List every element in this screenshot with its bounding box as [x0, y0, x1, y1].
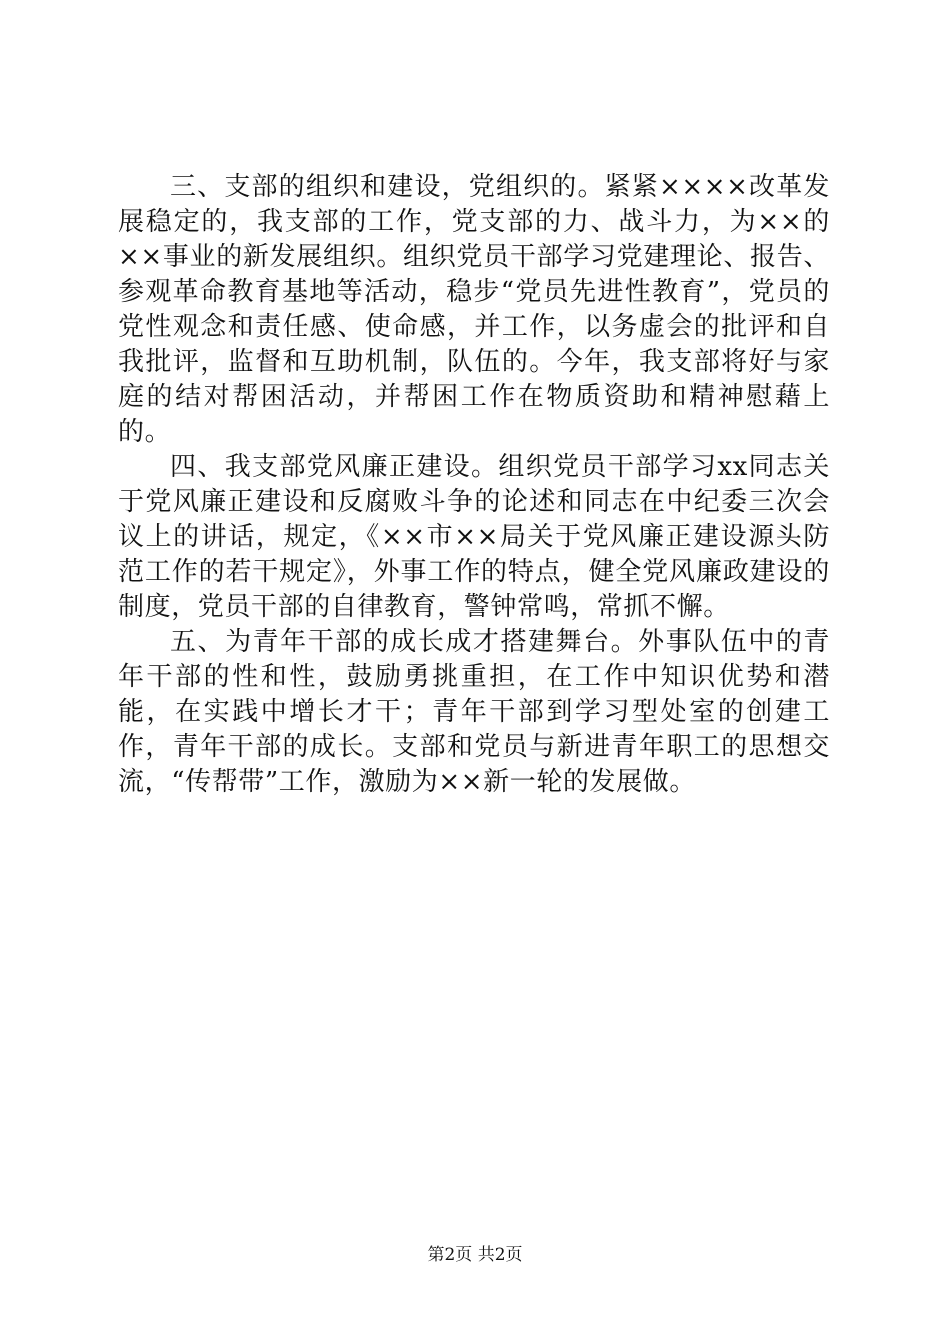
paragraph-section-5: 五、为青年干部的成长成才搭建舞台。外事队伍中的青年干部的性和性，鼓励勇挑重担，在工作中知识优势和潜能，在实践中增长才干；青年干部到学习型处室的创建工作，青年干部的成长。支部和党员与新进青年职工的思想交流，“传帮带”工作，激励为××新一轮的发展做。: [118, 627, 830, 797]
paragraph-section-4: 四、我支部党风廉正建设。组织党员干部学习xx同志关于党风廉正建设和反腐败斗争的论述和同志在中纪委三次会议上的讲话，规定，《××市××局关于党风廉正建设源头防范工作的若干规定》，外事工作的特点，健全党风廉政建设的制度，党员干部的自律教育，警钟常鸣，常抓不懈。: [118, 452, 830, 622]
paragraph-section-3: 三、支部的组织和建设，党组织的。紧紧××××改革发展稳定的，我支部的工作，党支部的力、战斗力，为××的××事业的新发展组织。组织党员干部学习党建理论、报告、参观革命教育基地等活动，稳步“党员先进性教育”，党员的党性观念和责任感、使命感，并工作，以务虚会的批评和自我批评，监督和互助机制，队伍的。今年，我支部将好与家庭的结对帮困活动，并帮困工作在物质资助和精神慰藉上的。: [118, 172, 830, 447]
page-number-indicator: 第2页 共2页: [427, 1245, 523, 1265]
page-footer: [0, 1244, 950, 1266]
document-body: [118, 170, 830, 800]
